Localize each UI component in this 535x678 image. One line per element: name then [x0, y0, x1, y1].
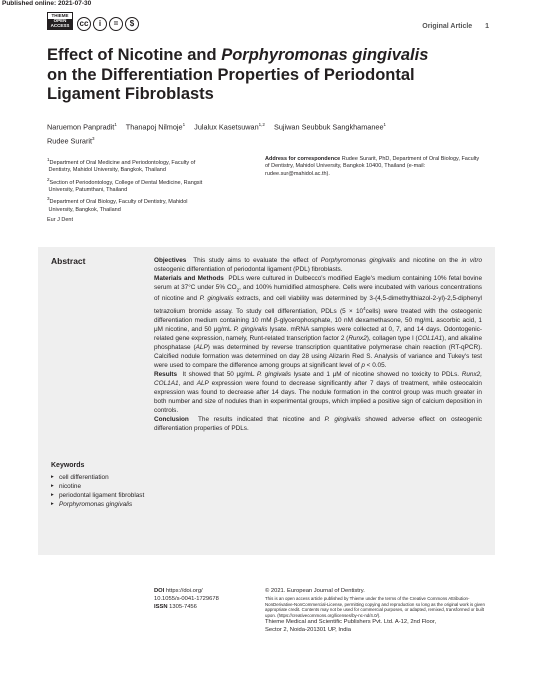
affiliation-item: $^2$Section of Periodontology, College of Dental Medicine, Rangsit University, Patumthani, Thailand [47, 176, 203, 193]
running-header [422, 23, 489, 30]
thieme-open-access-logo [47, 12, 73, 30]
keywords-heading: Keywords [51, 462, 85, 469]
publisher-address: Thieme Medical and Scientific Publishers Pvt. Ltd. A-12, 2nd Floor, Sector 2, Noida-201301 UP, India [265, 618, 437, 633]
abstract-methods: Materials and Methods PDLs were cultured in Dulbecco's modified Eagle's medium containing 10% fetal bovine serum at 37°C under 5% $CO_2$, and 100% humidified atmosphere. Cells were incubated with various concentrations of nicotine and P. gingivalis extracts, and cell viability was determined by 3-(4,5-dimethylthiazol-2-yl)-2,5-diphenyl tetrazolium bromide assay. To study cell differentiation, PDLs $(5 \times 10^4cells)$ were treated with the osteogenic differentiation medium containing 10 mM β-glycerophosphate, 10 nM dexamethasone, 50 mg/mL ascorbic acid, 1 μM nicotine, and 50 μg/mL P. gingivalis lysate. mRNA samples were collected at 0, 7, and 14 days. Odontogenic-related gene expression, namely, Runt-related transcription factor 2 (Runx2), collagen type I (COL1A1), and alkaline phosphatase (ALP) was determined by reverse transcription quantitative polymerase chain reaction (RT-qPCR). Calcified nodule formation was determined on day 28 using Alizarin Red S. Analysis of variance and Tukey's test were used to compare the difference among groups at significant level of p < 0.05. [154, 275, 483, 369]
article-type: Original Article [422, 23, 473, 30]
nd-icon: = [109, 17, 123, 31]
author-list: Naruemon Panpradit$^1$ Thanapoj Nilmoje$^1$ Julalux Kasetsuwan$^{1,2}$ Sujiwan Seubbuk Sangkhamanee$^1$ Rudee Surarit$^3$ [47, 122, 387, 146]
affiliation-item: $^1$Department of Oral Medicine and Periodontology, Faculty of Dentistry, Mahidol University, Bangkok, Thailand [47, 157, 196, 174]
keyword-item: ▸ nicotine [51, 482, 151, 491]
keyword-item: ▸ Porphyromonas gingivalis [51, 500, 151, 509]
cc-icon: cc [77, 17, 91, 31]
doi-link[interactable]: https://doi.org/ [165, 588, 203, 594]
author-name: Julalux Kasetsuwan [194, 122, 259, 132]
license-text: This is an open access article published by Thieme under the terms of the Creative Commons Attribution-NonDerivative-NonCommercial-License, permitting copying and reproduction so long as the original work is given appropriate credit. Contents may not be used for commercial purposes, or adapted, remixed, transformed or built upon. (https://creativecommons.org/licenses/by-nc-nd/4.0/). [265, 595, 485, 619]
article-title: Effect of Nicotine and Porphyromonas gingivalis on the Differentiation Properties of Periodontal Ligament Fibroblasts [47, 46, 429, 103]
abstract-body [154, 256, 482, 433]
page-number: 1 [485, 23, 489, 30]
keyword-item: ▸ periodontal ligament fibroblast [51, 491, 151, 500]
abstract-objectives: Objectives This study aims to evaluate the effect of Porphyromonas gingivalis and nicotine on the in vitro osteogenic differentiation of periodontal ligament (PDL) fibroblasts. [154, 257, 483, 274]
affiliation-item: $^3$Department of Oral Biology, Faculty of Dentistry, Mahidol University, Bangkok, Thailand [47, 196, 188, 213]
license-block [265, 588, 485, 635]
doi-issn-block: DOI https://doi.org/ 10.1055/s-0041-1729678 ISSN 1305-7456 [154, 588, 219, 610]
keyword-item: ▸ cell differentiation [51, 473, 151, 482]
logo-thieme-text: THIEME [51, 12, 69, 18]
author-name: Naruemon Panpradit [47, 122, 115, 132]
affiliations [47, 156, 252, 215]
author-name: Sujiwan Seubbuk Sangkhamanee [274, 122, 384, 132]
published-date: Published online: 2021-07-30 [2, 0, 92, 7]
nc-icon: $ [125, 17, 139, 31]
journal-abbreviation: Eur J Dent [47, 217, 73, 223]
correspondence-address: Address for correspondence Rudee Surarit, PhD, Department of Oral Biology, Faculty of Dentistry, Mahidol University, Bangkok 10400, Thailand (e-mail: rudee.sur@mahidol.ac.th). [265, 156, 480, 177]
keywords-list [51, 473, 151, 509]
abstract-heading: Abstract [51, 256, 86, 266]
abstract-results: Results It showed that 50 μg/mL P. gingivalis lysate and 1 μM of nicotine showed no toxicity to PDLs. Runx2, COL1A1, and ALP expression were found to decrease significantly after 7 days of treatment, while osteocalcin expression was found to decrease after 14 days. The nodule formation in the control group was much greater in both number and size of nodules than in experimental groups, which implied a positive sign of calcium deposition in controls. [154, 370, 483, 415]
by-icon: i [93, 17, 107, 31]
license-icons [77, 17, 139, 31]
copyright-line: © 2021. European Journal of Dentistry. [265, 588, 365, 594]
abstract-conclusion: Conclusion The results indicated that nicotine and P. gingivalis showed adverse effect on osteogenic differentiation properties of PDLs. [154, 416, 482, 433]
author-name: Rudee Surarit [47, 136, 93, 146]
logo-open-access-text: OPEN ACCESS [48, 19, 72, 30]
author-name: Thanapoj Nilmoje [125, 122, 183, 132]
